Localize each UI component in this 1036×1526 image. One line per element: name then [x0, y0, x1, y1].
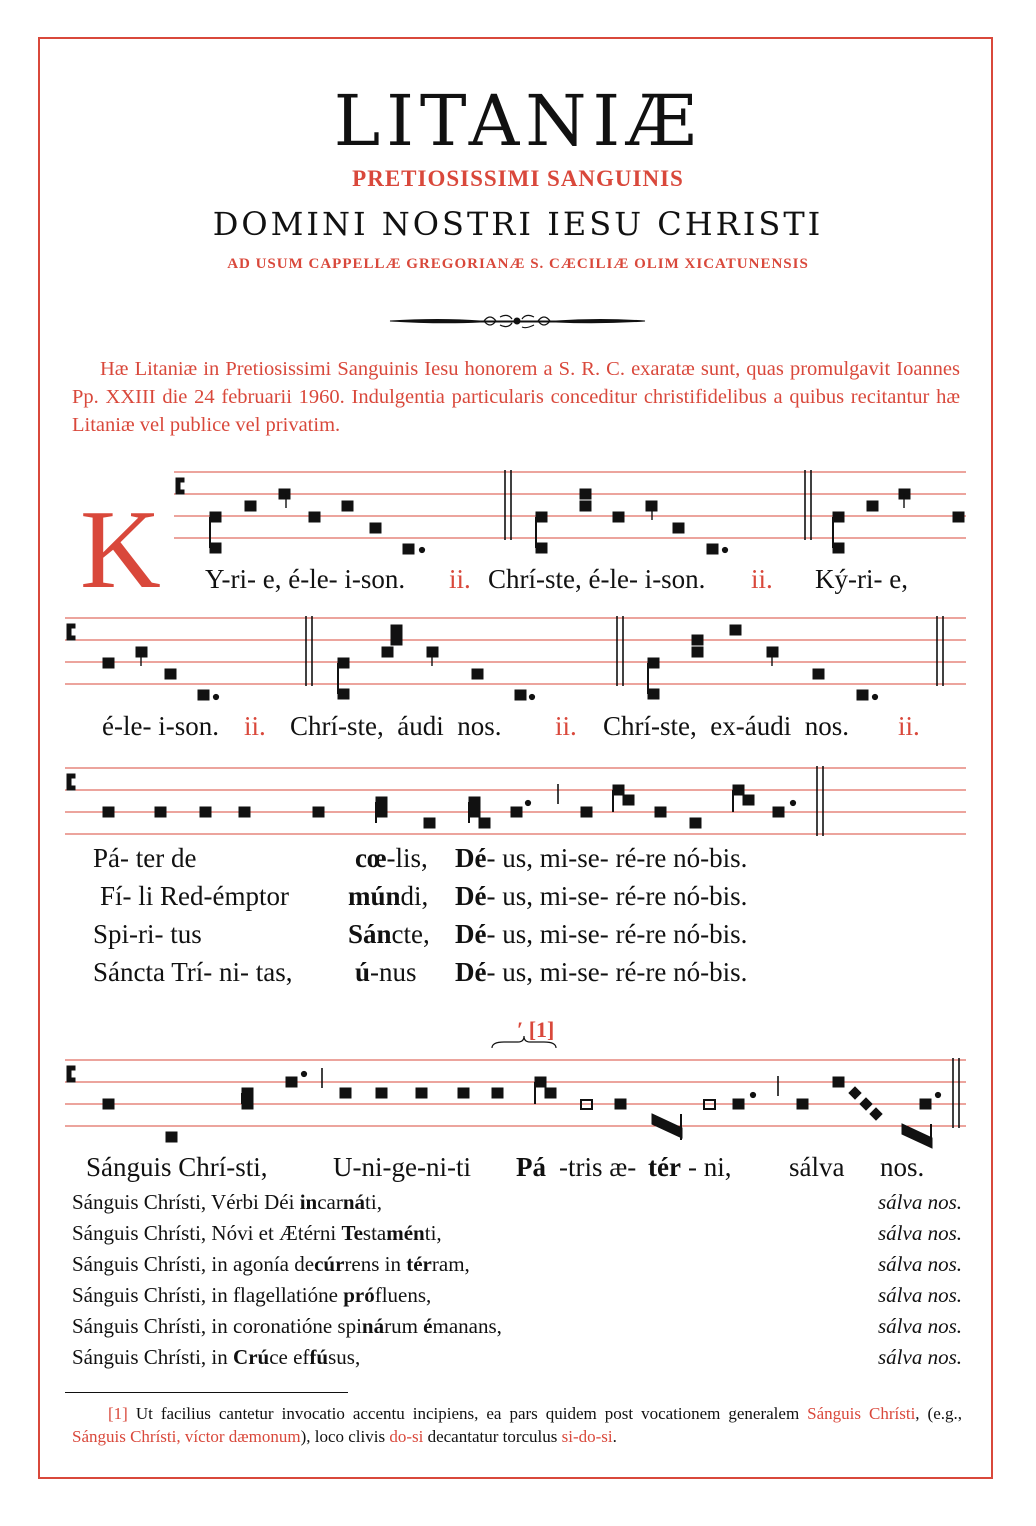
invocation-segment: rens in [344, 1252, 407, 1276]
accent-syllable: Dé [455, 957, 487, 987]
neume-punctum [309, 512, 320, 522]
neume-punctum [833, 512, 844, 522]
invocation-segment: ce ef [269, 1345, 310, 1369]
neume-punctum [103, 1099, 114, 1109]
mora-dot [750, 1092, 755, 1097]
neume-punctum [376, 797, 387, 807]
verse-response [455, 921, 747, 948]
invocation-text [72, 1345, 360, 1370]
footnote-reference: ′ [1] [517, 1017, 555, 1042]
neume-punctum [857, 690, 868, 700]
verse-response [455, 845, 747, 872]
neume-punctum [581, 807, 592, 817]
neume-punctum [580, 489, 591, 499]
invocation-text [72, 1190, 382, 1215]
invocation-row [72, 1252, 962, 1280]
neume-porrectus [902, 1124, 932, 1148]
invocation-text [72, 1221, 442, 1246]
neume-punctum [773, 807, 784, 817]
neume-punctum [166, 1132, 177, 1142]
verse-text: Fí- li Red-émptor [100, 881, 289, 911]
footnote-rule [65, 1392, 348, 1393]
invocation-segment: tér [406, 1252, 432, 1276]
invocation-segment: Sánguis Chrísti, Vérbi Déi [72, 1190, 300, 1214]
sanguis-syllables: U-ni-ge-ni-ti [333, 1152, 471, 1182]
neume-punctum [833, 543, 844, 553]
neume-punctum [165, 669, 176, 679]
neume-punctum [469, 797, 480, 807]
kyrie-syllables: Y-ri- e, é-le- i-son. [205, 564, 406, 594]
invocation-response: sálva nos. [878, 1221, 962, 1245]
neume-punctum [655, 807, 666, 817]
invocation-row [72, 1314, 962, 1342]
invocation-segment: in [299, 1190, 318, 1214]
neume-rhombus [870, 1108, 882, 1120]
mora-dot [525, 800, 530, 805]
neume-punctum [472, 669, 483, 679]
invocation-response: sálva nos. [878, 1252, 962, 1276]
neume-punctum [692, 647, 703, 657]
footnote-mark: [1] [108, 1404, 136, 1423]
accent-syllable: Sán [348, 919, 392, 949]
mora-dot [935, 1092, 940, 1097]
christe-syllables: ii. [244, 711, 266, 741]
neume-punctum [242, 1099, 253, 1109]
accent-syllable: Dé [455, 919, 487, 949]
verse-text: Pá- ter de [93, 843, 197, 873]
neume-punctum [338, 689, 349, 699]
neume-punctum [730, 625, 741, 635]
invocation-response: sálva nos. [878, 1314, 962, 1338]
accent-syllable: cœ [355, 843, 387, 873]
verse-accent [355, 845, 428, 872]
invocation-segment: ti, [424, 1221, 442, 1245]
neume-punctum [648, 689, 659, 699]
invocation-segment: rum [384, 1314, 424, 1338]
neume-punctum [200, 807, 211, 817]
sanguis-syllables: - ni, [688, 1152, 732, 1182]
neume-punctum [692, 635, 703, 645]
mora-dot [790, 800, 795, 805]
neume-punctum [198, 690, 209, 700]
sanguis-syllables: Sánguis Chrí-sti, [86, 1152, 268, 1182]
neume-punctum [743, 795, 754, 805]
neume-punctum [536, 543, 547, 553]
accent-syllable: Dé [455, 881, 487, 911]
accent-syllable: mún [348, 881, 401, 911]
verse-text: - us, mi-se- ré-re nó-bis. [486, 957, 748, 987]
verse-text: - us, mi-se- ré-re nó-bis. [486, 919, 748, 949]
neume-punctum [733, 785, 744, 795]
neume-punctum [286, 1077, 297, 1087]
verse-text: - us, mi-se- ré-re nó-bis. [486, 843, 748, 873]
invocation-row [72, 1345, 962, 1373]
verse-accent [348, 883, 428, 910]
invocation-segment: manans, [432, 1314, 502, 1338]
verse-response [455, 959, 747, 986]
mora-dot [722, 547, 727, 552]
neume-punctum [515, 690, 526, 700]
neume-punctum [492, 1088, 503, 1098]
neume-punctum [833, 1077, 844, 1087]
invocation-row [72, 1190, 962, 1218]
neume-rhombus [849, 1087, 861, 1099]
neume-punctum [733, 1099, 744, 1109]
neume-punctum [613, 785, 624, 795]
verse-text: Spi-ri- tus [93, 919, 202, 949]
neume-punctum [920, 1099, 931, 1109]
subtitle: DOMINI NOSTRI IESU CHRISTI [212, 205, 824, 243]
footnote-segment: Sánguis Chrísti, víctor dæmonum [72, 1427, 301, 1446]
sanguis-syllables: Pá [516, 1152, 546, 1182]
invocation-segment: Te [341, 1221, 363, 1245]
usage-line: AD USUM CAPPELLÆ GREGORIANÆ S. CÆCILIÆ OLIM XICATUNENSIS [227, 256, 809, 272]
neume-punctum [479, 818, 490, 828]
invocation-segment: é [423, 1314, 433, 1338]
verse-accent [348, 921, 430, 948]
neume-punctum [338, 658, 349, 668]
neume-punctum [580, 501, 591, 511]
invocation-segment: cúr [314, 1252, 345, 1276]
footnote-segment: do-si [389, 1427, 424, 1446]
footnote-segment: Sánguis Chrísti [807, 1404, 916, 1423]
neume-punctum [376, 807, 387, 817]
invocation-segment: Crú [233, 1345, 270, 1369]
footnote-segment: ), loco clivis [300, 1427, 390, 1446]
verse-accent [355, 959, 417, 986]
neume-punctum [813, 669, 824, 679]
do-clef [67, 1066, 75, 1082]
neume-punctum [103, 658, 114, 668]
mora-dot [419, 547, 424, 552]
invocation-segment: ná [342, 1190, 366, 1214]
do-clef [67, 624, 75, 640]
verse-text: -lis, [386, 843, 428, 873]
neume-punctum [535, 1077, 546, 1087]
footnote-segment: decantatur torculus [423, 1427, 562, 1446]
verse-text: cte, [391, 919, 430, 949]
accent-syllable: ú [355, 957, 371, 987]
christe-syllables: Chrí-ste, áudi nos. [290, 711, 502, 741]
christe-syllables: Chrí-ste, ex-áudi nos. [603, 711, 849, 741]
neume-punctum [245, 501, 256, 511]
mora-dot [872, 694, 877, 699]
invocation-segment: Sánguis Chrísti, Nóvi et Ætérni [72, 1221, 342, 1245]
ornament-divider [390, 315, 645, 327]
intro-paragraph: Hæ Litaniæ in Pretiosissimi Sanguinis Iesu honorem a S. R. C. exaratæ sunt, quas promulgavit Ioannes Pp. XXIII die 24 februarii 1960. Indulgentia particularis conceditur christifidelibus a quibus recitantur hæ Litaniæ vel publice vel privatim. [72, 358, 960, 436]
neume-punctum [511, 807, 522, 817]
invocation-response: sálva nos. [878, 1345, 962, 1369]
neume-punctum [615, 1099, 626, 1109]
sanguis-syllables: -tris æ- [559, 1152, 637, 1182]
verse-text: - us, mi-se- ré-re nó-bis. [486, 881, 748, 911]
christe-syllables: é-le- i-son. [102, 711, 219, 741]
footnote-segment: Ut facilius cantetur invocatio accentu incipiens, ea pars quidem post vocationem generalem [135, 1404, 808, 1423]
invocation-segment: sus, [328, 1345, 361, 1369]
invocation-text [72, 1314, 502, 1339]
neume-punctum [103, 807, 114, 817]
neume-punctum [545, 1088, 556, 1098]
invocation-response: sálva nos. [878, 1190, 962, 1214]
invocation-segment: ti, [365, 1190, 382, 1214]
footnote-segment: . [612, 1427, 617, 1446]
neume-punctum [391, 635, 402, 645]
invocation-segment: Sánguis Chrísti, in coronatióne spi [72, 1314, 362, 1338]
christe-syllables: ii. [898, 711, 920, 741]
verse-text: di, [400, 881, 429, 911]
mora-dot [213, 694, 218, 699]
neume-punctum [279, 489, 290, 499]
neume-punctum [648, 658, 659, 668]
neume-rhombus [860, 1098, 872, 1110]
neume-punctum [424, 818, 435, 828]
footnote [72, 1402, 962, 1448]
neume-punctum [458, 1088, 469, 1098]
mora-dot [529, 694, 534, 699]
initial-letter: K [80, 488, 161, 612]
invocation-segment: ná [361, 1314, 385, 1338]
neume-punctum [536, 512, 547, 522]
neume-punctum [382, 647, 393, 657]
accent-syllable: Dé [455, 843, 487, 873]
do-clef [67, 774, 75, 790]
neume-punctum [673, 523, 684, 533]
neume-punctum [613, 512, 624, 522]
invocation-response: sálva nos. [878, 1283, 962, 1307]
neume-punctum [342, 501, 353, 511]
neume-punctum [403, 544, 414, 554]
neume-punctum [953, 512, 964, 522]
neume-punctum [690, 818, 701, 828]
neume-punctum [370, 523, 381, 533]
neume-porrectus [652, 1114, 682, 1138]
invocation-text [72, 1252, 470, 1277]
neume-punctum [867, 501, 878, 511]
invocation-row [72, 1283, 962, 1311]
footnote-segment: si-do-si [561, 1427, 613, 1446]
sanguis-syllables: tér [648, 1152, 681, 1182]
kyrie-syllables: ii. [751, 564, 773, 594]
footnote-segment: , (e.g., [915, 1404, 962, 1423]
invocation-list [72, 1190, 962, 1370]
kyrie-syllables: Chrí-ste, é-le- i-son. [488, 564, 706, 594]
neume-punctum [376, 1088, 387, 1098]
neume-punctum [340, 1088, 351, 1098]
mora-dot [301, 1071, 306, 1076]
neume-punctum [210, 543, 221, 553]
verse-text: Sáncta Trí- ni- tas, [93, 957, 293, 987]
invocation-segment: ram, [431, 1252, 470, 1276]
verse-response [455, 883, 747, 910]
subtitle-red: PRETIOSISSIMI SANGUINIS [352, 166, 684, 191]
verse-text: -nus [370, 957, 417, 987]
invocation-row [72, 1221, 962, 1249]
page-title: LITANIÆ [333, 80, 703, 162]
invocation-segment: pró [343, 1283, 375, 1307]
neume-punctum [623, 795, 634, 805]
invocation-segment: car [317, 1190, 343, 1214]
neume-punctum [469, 807, 480, 817]
neume-punctum [239, 807, 250, 817]
do-clef [176, 478, 184, 494]
neume-punctum [416, 1088, 427, 1098]
kyrie-syllables: ii. [449, 564, 471, 594]
neume-punctum [707, 544, 718, 554]
invocation-segment: mén [386, 1221, 425, 1245]
neume-punctum [797, 1099, 808, 1109]
neume-punctum [242, 1088, 253, 1098]
invocation-text [72, 1283, 431, 1308]
invocation-segment: sta [362, 1221, 387, 1245]
invocation-segment: fú [309, 1345, 329, 1369]
kyrie-syllables: Ký-ri- e, [815, 564, 908, 594]
neume-punctum [313, 807, 324, 817]
neume-punctum [391, 625, 402, 635]
christe-syllables: ii. [555, 711, 577, 741]
neume-punctum [210, 512, 221, 522]
invocation-segment: Sánguis Chrísti, in agonía de [72, 1252, 315, 1276]
invocation-segment: Sánguis Chrísti, in [72, 1345, 234, 1369]
invocation-segment: fluens, [374, 1283, 432, 1307]
neume-punctum [155, 807, 166, 817]
sanguis-syllables: sálva [789, 1152, 845, 1182]
sanguis-syllables: nos. [880, 1152, 925, 1182]
invocation-segment: Sánguis Chrísti, in flagellatióne [72, 1283, 344, 1307]
